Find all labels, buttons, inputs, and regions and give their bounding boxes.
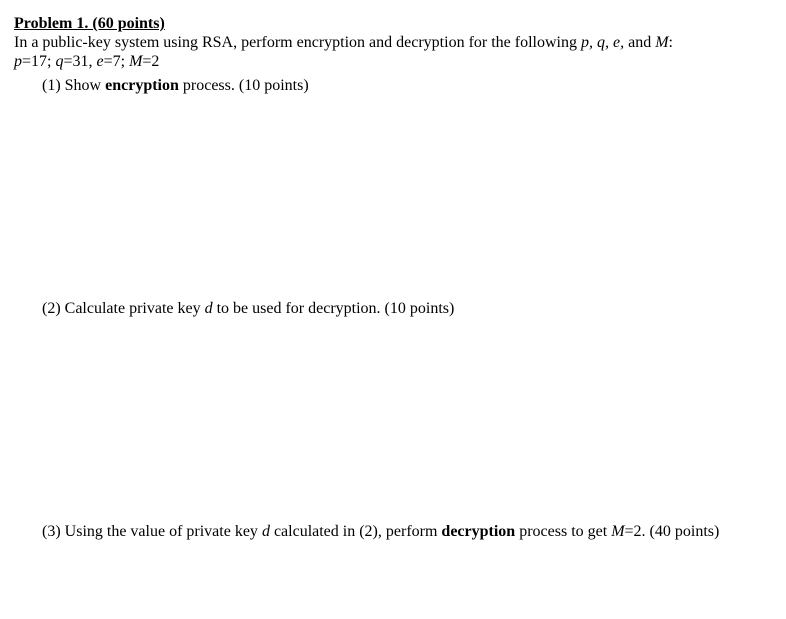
- p-value: =17;: [22, 53, 56, 70]
- m-value: =2: [142, 53, 160, 70]
- intro-variables: p, q, e,: [581, 34, 625, 51]
- part-1: [42, 76, 752, 95]
- part-3-number: (3): [42, 523, 65, 540]
- part-1-text-post: process. (10 points): [178, 77, 309, 94]
- part-3: [42, 522, 768, 541]
- part-2-text-post: to be used for decryption. (10 points): [212, 300, 455, 317]
- problem-intro-line: [14, 33, 774, 52]
- part-2-number: (2): [42, 300, 65, 317]
- q-value: =31,: [63, 53, 97, 70]
- e-label: e: [96, 53, 104, 70]
- part-2-text: Calculate private key: [64, 300, 205, 317]
- intro-text: In a public-key system using RSA, perform encryption and decryption for the following: [14, 34, 581, 51]
- part-2-italic-d: d: [204, 300, 213, 317]
- part-1-bold: encryption: [105, 77, 179, 94]
- problem-document: [14, 14, 774, 71]
- part-3-text: Using the value of private key: [64, 523, 262, 540]
- part-1-text: Show: [64, 77, 106, 94]
- problem-heading: Problem 1. (60 points): [14, 15, 165, 32]
- part-2: [42, 299, 752, 318]
- part-1-number: (1): [42, 77, 65, 94]
- part-3-text-mid2: process to get: [515, 523, 612, 540]
- q-label: q: [55, 53, 64, 70]
- m-label: M: [129, 53, 143, 70]
- p-label: p: [14, 53, 22, 70]
- part-3-bold: decryption: [441, 523, 516, 540]
- intro-and: and: [624, 34, 656, 51]
- intro-colon: :: [668, 34, 673, 51]
- e-value: =7;: [103, 53, 130, 70]
- intro-m: M: [655, 34, 669, 51]
- part-3-italic-m: M: [611, 523, 625, 540]
- part-3-text-mid: calculated in (2), perform: [269, 523, 442, 540]
- part-3-text-post: =2. (40 points): [624, 523, 720, 540]
- part-3-italic-d: d: [261, 523, 270, 540]
- problem-values-line: [14, 52, 774, 71]
